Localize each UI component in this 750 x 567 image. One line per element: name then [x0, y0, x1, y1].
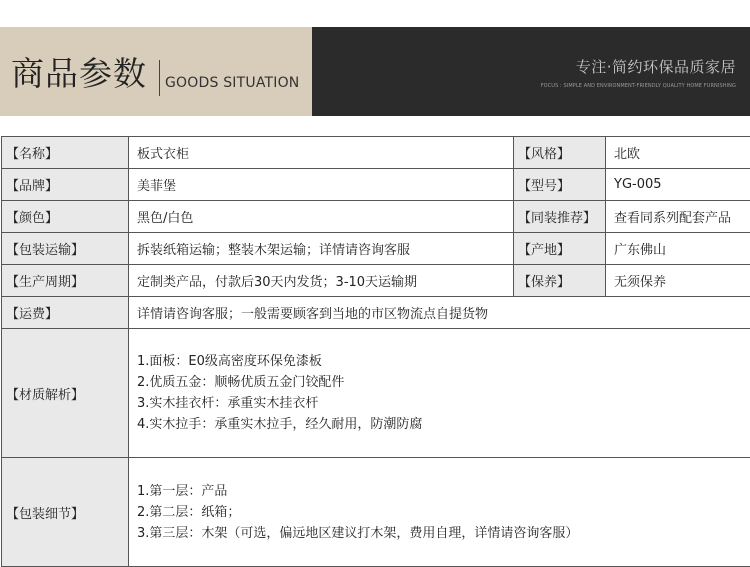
shipping-label: 【包装运输】	[2, 233, 129, 265]
banner-slogan-en: FOCUS : SIMPLE AND ENVIRONMENT-FRIENDLY QUALITY HOME FURNISHING	[540, 83, 736, 89]
maintenance-value: 无须保养	[606, 265, 750, 297]
style-value: 北欧	[606, 137, 750, 169]
material-line: 2.优质五金：顺畅优质五金门铰配件	[137, 375, 345, 390]
packaging-line: 1.第一层：产品	[137, 483, 228, 499]
production-cycle-value: 定制类产品，付款后30天内发货；3-10天运输期	[129, 265, 514, 297]
brand-label: 【品牌】	[2, 169, 129, 201]
table-row	[2, 201, 750, 233]
table-row	[2, 265, 750, 297]
material-line: 3.实木挂衣杆：承重实木挂衣杆	[137, 396, 319, 411]
banner-title-cn: 商品参数	[11, 54, 147, 93]
banner-divider	[159, 60, 160, 96]
table-row	[2, 137, 750, 169]
table-row	[2, 169, 750, 201]
table-row	[2, 329, 750, 458]
parameter-table	[1, 136, 750, 567]
packaging-line: 3.第三层：木架（可选，偏远地区建议打木架，费用自理，详情请咨询客服）	[137, 525, 579, 541]
color-value: 黑色/白色	[129, 201, 514, 233]
banner-left-panel	[0, 27, 312, 116]
packaging-line: 2.第二层：纸箱；	[137, 504, 241, 520]
maintenance-label: 【保养】	[514, 265, 606, 297]
packaging-label: 【包装细节】	[2, 458, 129, 567]
packaging-details	[129, 458, 750, 567]
banner-right-panel	[312, 27, 750, 116]
material-label: 【材质解析】	[2, 329, 129, 458]
brand-value: 美菲堡	[129, 169, 514, 201]
model-value: YG-005	[606, 169, 750, 201]
material-details	[129, 329, 750, 458]
recommend-value: 查看同系列配套产品	[606, 201, 750, 233]
model-label: 【型号】	[514, 169, 606, 201]
header-banner	[0, 27, 750, 116]
style-label: 【风格】	[514, 137, 606, 169]
recommend-label: 【同装推荐】	[514, 201, 606, 233]
material-line: 1.面板：E0级高密度环保免漆板	[137, 354, 322, 369]
origin-label: 【产地】	[514, 233, 606, 265]
table-row	[2, 297, 750, 329]
color-label: 【颜色】	[2, 201, 129, 233]
freight-label: 【运费】	[2, 297, 129, 329]
table-row	[2, 458, 750, 567]
production-cycle-label: 【生产周期】	[2, 265, 129, 297]
banner-slogan-cn: 专注·简约环保品质家居	[575, 58, 736, 76]
material-line: 4.实木拉手：承重实木拉手，经久耐用，防潮防腐	[137, 417, 423, 432]
table-row	[2, 233, 750, 265]
banner-title-en: GOODS SITUATION	[165, 75, 300, 91]
name-value: 板式衣柜	[129, 137, 514, 169]
origin-value: 广东佛山	[606, 233, 750, 265]
name-label: 【名称】	[2, 137, 129, 169]
freight-value: 详情请咨询客服；一般需要顾客到当地的市区物流点自提货物	[129, 297, 750, 329]
shipping-value: 拆装纸箱运输；整装木架运输；详情请咨询客服	[129, 233, 514, 265]
